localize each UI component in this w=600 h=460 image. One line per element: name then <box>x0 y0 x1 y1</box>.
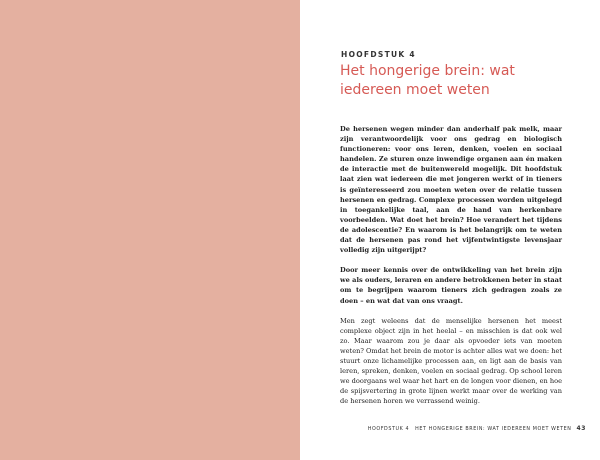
footer-chapter: HOOFDSTUK 4 <box>367 427 410 432</box>
body-paragraph: Men zegt weleens dat de menselijke hersenen het meest complexe object zijn in het heelal – en misschien is dat ook wel zo. Maar waarom zou je daar als opvoeder iets van moeten weten? Omdat het brein de motor is achter alles wat we doen: het stuurt onze lichamelijke processen aan, en ligt aan de basis van leren, spreken, denken, voelen en sociaal gedrag. Op school leren we doorgaans wel waar het hart en de longen voor dienen, en hoe de spijsvertering in grote lijnen werkt maar over de werking van de hersenen horen we verrassend weinig. <box>340 316 562 406</box>
running-footer <box>368 425 586 432</box>
intro-paragraph-2: Door meer kennis over de ontwikkeling van het brein zijn we als ouders, leraren en andere betrokkenen beter in staat om te begrijpen waarom tieners zich gedragen zoals ze doen – en wat dat van ons vraagt. <box>340 266 562 305</box>
chapter-title: Het hongerige brein: wat iedereen moet weten <box>340 63 515 98</box>
right-page <box>300 0 600 460</box>
page-number: 43 <box>576 425 586 432</box>
body-text <box>340 124 562 416</box>
chapter-label: HOOFDSTUK 4 <box>341 50 416 59</box>
intro-paragraph: De hersenen wegen minder dan anderhalf pak melk, maar zijn verantwoordelijk voor ons gedrag en biologisch functioneren: voor ons leren, denken, voelen en sociaal handelen. Ze sturen onze inwendige organen aan én maken de interactie met de buitenwereld mogelijk. Dit hoofdstuk laat zien wat iedereen die met jongeren werkt of in tieners is geïnteresseerd zou moeten weten over de relatie tussen hersenen en gedrag. Complexe processen worden uitgelegd in toegankelijke taal, aan de hand van herkenbare voorbeelden. Wat doet het brein? Hoe verandert het tijdens de adolescentie? En waarom is het belangrijk om te weten dat de hersenen pas rond het vijfentwintigste levensjaar volledig zijn uitgerijpt? <box>340 125 562 255</box>
footer-title: HET HONGERIGE BREIN: WAT IEDEREEN MOET WETEN <box>415 427 572 432</box>
